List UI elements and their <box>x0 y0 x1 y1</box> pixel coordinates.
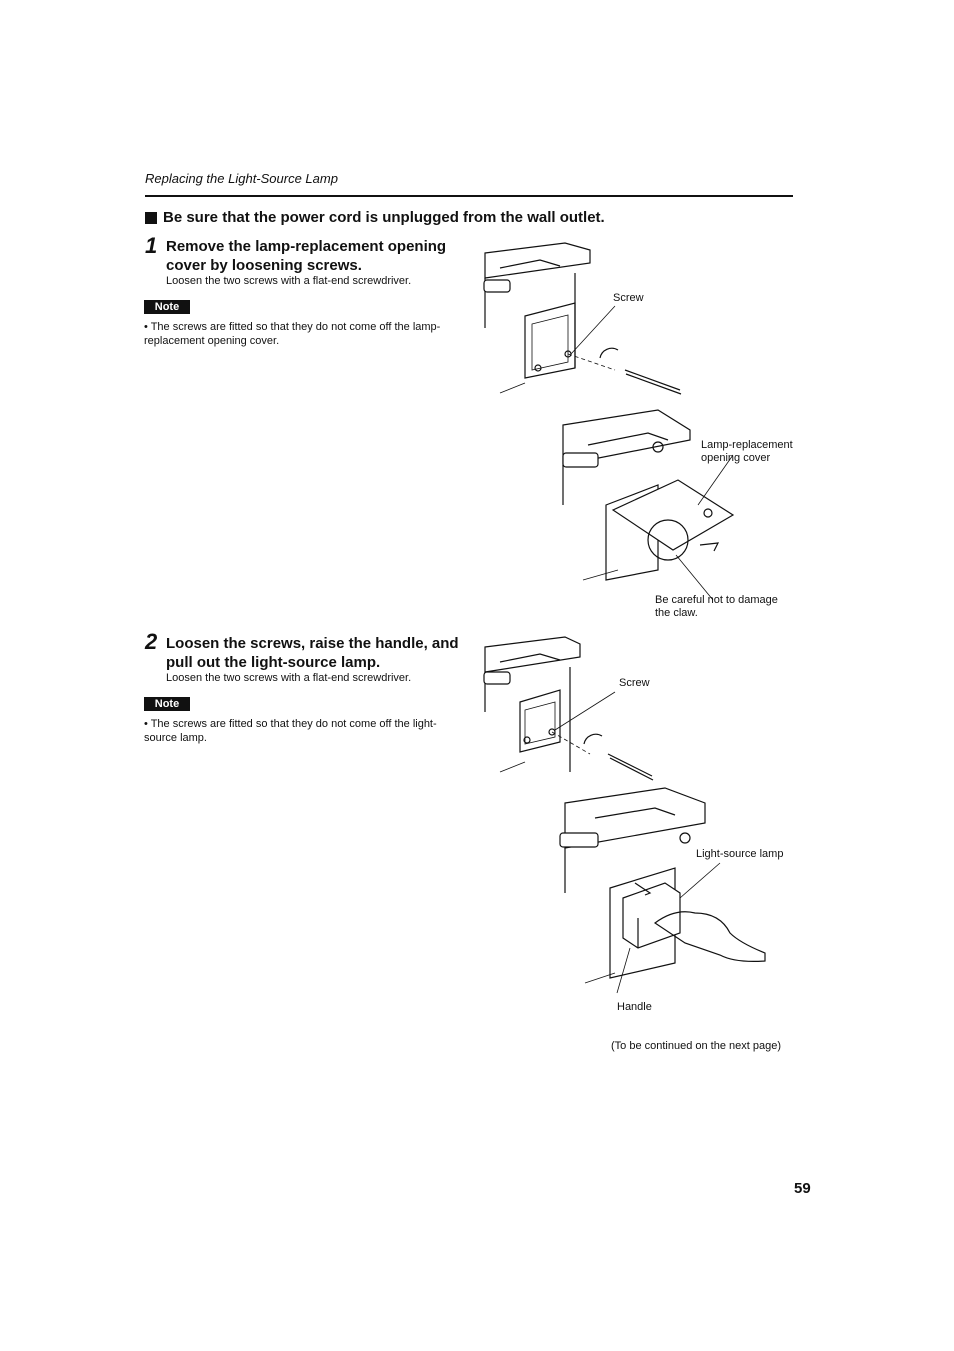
step-1-note-badge: Note <box>144 300 190 314</box>
callout-screw-1: Screw <box>613 292 644 304</box>
square-bullet-icon <box>145 212 157 224</box>
callout-claw: Be careful not to damage the claw. <box>655 594 778 619</box>
warning-line <box>145 209 605 226</box>
step-1-subtitle: Loosen the two screws with a flat-end screwdriver. <box>166 275 412 287</box>
step-1-note-text: • The screws are fitted so that they do not come off the lamp-replacement opening cover. <box>144 321 441 347</box>
callout-screw-2: Screw <box>619 677 650 689</box>
warning-text: Be sure that the power cord is unplugged from the wall outlet. <box>163 209 605 226</box>
callout-lamp: Light-source lamp <box>696 848 784 860</box>
step-2-note-badge: Note <box>144 697 190 711</box>
step-2-number: 2 <box>145 629 158 654</box>
page-number: 59 <box>794 1180 811 1197</box>
step-1-number: 1 <box>145 233 158 258</box>
illustration-pull-out-lamp <box>555 783 785 998</box>
running-header: Replacing the Light-Source Lamp <box>145 171 338 186</box>
step-2-note-text: • The screws are fitted so that they do not come off the light-source lamp. <box>144 718 437 744</box>
step-1-title: Remove the lamp-replacement opening cover by loosening screws. <box>166 238 447 274</box>
continued-note: (To be continued on the next page) <box>611 1040 782 1052</box>
header-rule <box>145 195 793 197</box>
step-2-subtitle: Loosen the two screws with a flat-end screwdriver. <box>166 672 412 684</box>
illustration-cover-removed <box>558 405 798 595</box>
illustration-loosen-lamp-screws <box>480 632 680 782</box>
callout-handle: Handle <box>617 1001 652 1013</box>
callout-cover: Lamp-replacement opening cover <box>701 439 793 464</box>
step-2-title: Loosen the screws, raise the handle, and pull out the light-source lamp. <box>166 635 459 671</box>
illustration-loosen-cover-screws <box>480 238 690 403</box>
